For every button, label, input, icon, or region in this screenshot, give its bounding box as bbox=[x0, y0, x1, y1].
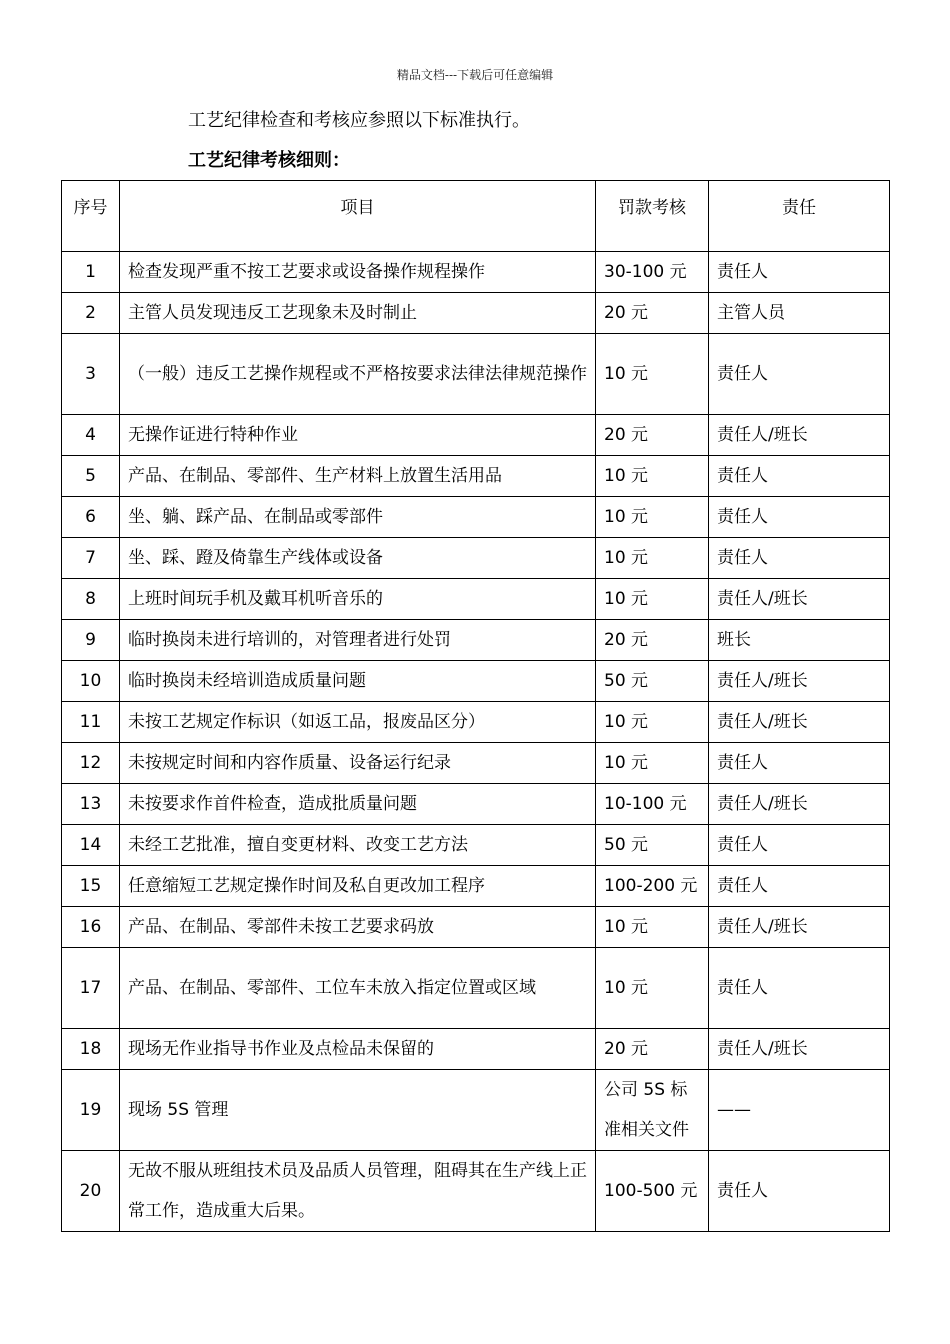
row-number: 16 bbox=[62, 907, 120, 948]
row-number: 17 bbox=[62, 948, 120, 1029]
row-fine: 20 元 bbox=[596, 620, 709, 661]
row-number: 2 bbox=[62, 293, 120, 334]
row-number: 18 bbox=[62, 1029, 120, 1070]
table-row bbox=[62, 1029, 890, 1070]
row-fine: 10 元 bbox=[596, 948, 709, 1029]
row-responsibility: 责任人/班长 bbox=[709, 907, 890, 948]
table-row bbox=[62, 334, 890, 415]
table-row bbox=[62, 538, 890, 579]
row-item: 主管人员发现违反工艺现象未及时制止 bbox=[120, 293, 596, 334]
row-item: 上班时间玩手机及戴耳机听音乐的 bbox=[120, 579, 596, 620]
row-responsibility: 责任人/班长 bbox=[709, 784, 890, 825]
row-item: 检查发现严重不按工艺要求或设备操作规程操作 bbox=[120, 252, 596, 293]
row-item: 产品、在制品、零部件、工位车未放入指定位置或区域 bbox=[120, 948, 596, 1029]
header-responsibility: 责任 bbox=[709, 181, 890, 252]
row-item: 临时换岗未经培训造成质量问题 bbox=[120, 661, 596, 702]
table-row bbox=[62, 702, 890, 743]
row-item: 坐、躺、踩产品、在制品或零部件 bbox=[120, 497, 596, 538]
row-number: 19 bbox=[62, 1070, 120, 1151]
table-row bbox=[62, 252, 890, 293]
row-responsibility: —— bbox=[709, 1070, 890, 1151]
row-responsibility: 责任人 bbox=[709, 866, 890, 907]
table-row bbox=[62, 866, 890, 907]
row-number: 9 bbox=[62, 620, 120, 661]
table-row bbox=[62, 293, 890, 334]
row-responsibility: 责任人/班长 bbox=[709, 1029, 890, 1070]
row-item: 现场 5S 管理 bbox=[120, 1070, 596, 1151]
section-title: 工艺纪律考核细则： bbox=[188, 150, 350, 171]
table-row bbox=[62, 415, 890, 456]
row-number: 12 bbox=[62, 743, 120, 784]
row-fine: 50 元 bbox=[596, 825, 709, 866]
row-responsibility: 责任人 bbox=[709, 538, 890, 579]
row-fine: 10 元 bbox=[596, 743, 709, 784]
header-note: 精品文档---下载后可任意编辑 bbox=[396, 68, 554, 82]
row-responsibility: 责任人 bbox=[709, 334, 890, 415]
row-responsibility: 责任人 bbox=[709, 1151, 890, 1232]
row-responsibility: 责任人/班长 bbox=[709, 415, 890, 456]
table-row bbox=[62, 579, 890, 620]
row-item: 坐、踩、蹬及倚靠生产线体或设备 bbox=[120, 538, 596, 579]
row-fine: 10 元 bbox=[596, 334, 709, 415]
row-fine: 10 元 bbox=[596, 538, 709, 579]
row-fine: 100-500 元 bbox=[596, 1151, 709, 1232]
row-responsibility: 责任人/班长 bbox=[709, 579, 890, 620]
row-item: 产品、在制品、零部件、生产材料上放置生活用品 bbox=[120, 456, 596, 497]
row-responsibility: 责任人 bbox=[709, 948, 890, 1029]
row-fine: 20 元 bbox=[596, 1029, 709, 1070]
table-row bbox=[62, 948, 890, 1029]
row-item: 临时换岗未进行培训的，对管理者进行处罚 bbox=[120, 620, 596, 661]
row-number: 4 bbox=[62, 415, 120, 456]
row-fine: 20 元 bbox=[596, 415, 709, 456]
table-row bbox=[62, 784, 890, 825]
row-item: 产品、在制品、零部件未按工艺要求码放 bbox=[120, 907, 596, 948]
row-item: 未按要求作首件检查，造成批质量问题 bbox=[120, 784, 596, 825]
row-fine: 10 元 bbox=[596, 497, 709, 538]
row-responsibility: 责任人 bbox=[709, 825, 890, 866]
row-item: （一般）违反工艺操作规程或不严格按要求法律法律规范操作 bbox=[120, 334, 596, 415]
row-fine: 100-200 元 bbox=[596, 866, 709, 907]
row-item: 无操作证进行特种作业 bbox=[120, 415, 596, 456]
row-item: 任意缩短工艺规定操作时间及私自更改加工程序 bbox=[120, 866, 596, 907]
table-row bbox=[62, 743, 890, 784]
table-row bbox=[62, 620, 890, 661]
table-row bbox=[62, 1151, 890, 1232]
row-responsibility: 责任人/班长 bbox=[709, 702, 890, 743]
row-number: 1 bbox=[62, 252, 120, 293]
row-number: 11 bbox=[62, 702, 120, 743]
row-fine: 50 元 bbox=[596, 661, 709, 702]
row-fine: 10-100 元 bbox=[596, 784, 709, 825]
row-item: 未经工艺批准，擅自变更材料、改变工艺方法 bbox=[120, 825, 596, 866]
row-item: 未按规定时间和内容作质量、设备运行纪录 bbox=[120, 743, 596, 784]
table-row bbox=[62, 456, 890, 497]
row-responsibility: 班长 bbox=[709, 620, 890, 661]
row-item: 无故不服从班组技术员及品质人员管理，阻碍其在生产线上正常工作，造成重大后果。 bbox=[120, 1151, 596, 1232]
row-number: 5 bbox=[62, 456, 120, 497]
row-item: 未按工艺规定作标识（如返工品，报废品区分） bbox=[120, 702, 596, 743]
row-number: 10 bbox=[62, 661, 120, 702]
row-number: 13 bbox=[62, 784, 120, 825]
table-row bbox=[62, 661, 890, 702]
row-responsibility: 责任人 bbox=[709, 743, 890, 784]
row-number: 20 bbox=[62, 1151, 120, 1232]
table-row bbox=[62, 497, 890, 538]
table-header-row bbox=[62, 181, 890, 252]
row-fine: 10 元 bbox=[596, 456, 709, 497]
row-number: 7 bbox=[62, 538, 120, 579]
row-responsibility: 责任人 bbox=[709, 252, 890, 293]
row-fine: 10 元 bbox=[596, 907, 709, 948]
table-row bbox=[62, 907, 890, 948]
row-responsibility: 责任人 bbox=[709, 456, 890, 497]
header-fine: 罚款考核 bbox=[596, 181, 709, 252]
row-number: 6 bbox=[62, 497, 120, 538]
row-item: 现场无作业指导书作业及点检品未保留的 bbox=[120, 1029, 596, 1070]
row-fine: 公司 5S 标准相关文件 bbox=[596, 1070, 709, 1151]
table-row bbox=[62, 1070, 890, 1151]
row-fine: 20 元 bbox=[596, 293, 709, 334]
row-responsibility: 责任人 bbox=[709, 497, 890, 538]
rules-table bbox=[61, 180, 890, 1232]
row-fine: 30-100 元 bbox=[596, 252, 709, 293]
row-responsibility: 主管人员 bbox=[709, 293, 890, 334]
row-number: 14 bbox=[62, 825, 120, 866]
row-number: 15 bbox=[62, 866, 120, 907]
row-number: 8 bbox=[62, 579, 120, 620]
intro-text: 工艺纪律检查和考核应参照以下标准执行。 bbox=[188, 110, 530, 131]
row-fine: 10 元 bbox=[596, 579, 709, 620]
header-item: 项目 bbox=[120, 181, 596, 252]
row-fine: 10 元 bbox=[596, 702, 709, 743]
table-row bbox=[62, 825, 890, 866]
row-number: 3 bbox=[62, 334, 120, 415]
row-responsibility: 责任人/班长 bbox=[709, 661, 890, 702]
header-no: 序号 bbox=[62, 181, 120, 252]
